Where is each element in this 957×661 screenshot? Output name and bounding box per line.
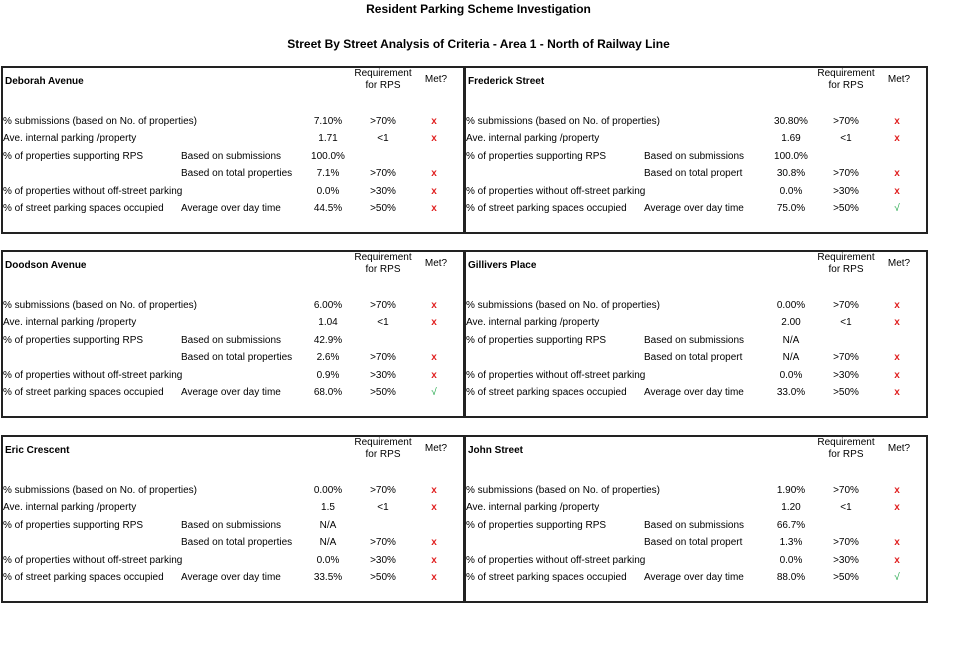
criteria-value: 1.71 bbox=[318, 133, 338, 144]
criteria-sublabel: Based on submissions bbox=[181, 335, 282, 346]
criteria-value: 30.80% bbox=[774, 116, 808, 127]
criteria-requirement: >50% bbox=[370, 387, 396, 398]
criteria-label: Ave. internal parking /property bbox=[466, 317, 600, 328]
street-name: John Street bbox=[468, 445, 524, 456]
criteria-sublabel: Average over day time bbox=[181, 572, 281, 583]
criteria-value: 33.0% bbox=[776, 387, 806, 398]
cross-icon: x bbox=[894, 300, 900, 311]
criteria-label: % of properties without off-street parking bbox=[466, 555, 646, 566]
cross-icon: x bbox=[431, 168, 437, 179]
criteria-requirement: <1 bbox=[840, 502, 852, 513]
met-header: Met? bbox=[887, 443, 911, 454]
criteria-requirement: >30% bbox=[370, 186, 396, 197]
criteria-sublabel: Average over day time bbox=[181, 387, 281, 398]
criteria-label: % of street parking spaces occupied bbox=[3, 572, 164, 583]
criteria-requirement: >70% bbox=[833, 116, 859, 127]
cross-icon: x bbox=[894, 537, 900, 548]
criteria-requirement: <1 bbox=[377, 317, 389, 328]
cross-icon: x bbox=[894, 133, 900, 144]
criteria-value: 100.0% bbox=[311, 151, 345, 162]
criteria-value: 2.00 bbox=[781, 317, 801, 328]
criteria-label: Ave. internal parking /property bbox=[466, 133, 600, 144]
street-name: Frederick Street bbox=[468, 76, 545, 87]
criteria-label: % of properties supporting RPS bbox=[466, 520, 607, 531]
criteria-label: Ave. internal parking /property bbox=[3, 133, 137, 144]
criteria-sublabel: Based on submissions bbox=[181, 151, 282, 162]
criteria-sublabel: Based on submissions bbox=[644, 335, 745, 346]
met-header: Met? bbox=[424, 258, 448, 269]
requirement-header: Requirement for RPS bbox=[817, 437, 875, 460]
criteria-value: N/A bbox=[782, 352, 800, 363]
criteria-requirement: >50% bbox=[370, 572, 396, 583]
criteria-requirement: >50% bbox=[833, 572, 859, 583]
criteria-label: % of properties supporting RPS bbox=[466, 335, 607, 346]
cross-icon: x bbox=[894, 116, 900, 127]
criteria-value: 100.0% bbox=[774, 151, 808, 162]
criteria-requirement: <1 bbox=[377, 502, 389, 513]
criteria-label: % of street parking spaces occupied bbox=[466, 387, 627, 398]
criteria-requirement: >50% bbox=[370, 203, 396, 214]
criteria-label: % of street parking spaces occupied bbox=[3, 387, 164, 398]
criteria-requirement: >70% bbox=[833, 352, 859, 363]
criteria-requirement: >50% bbox=[833, 203, 859, 214]
criteria-requirement: >70% bbox=[370, 168, 396, 179]
cross-icon: x bbox=[894, 555, 900, 566]
criteria-value: 0.00% bbox=[776, 300, 806, 311]
criteria-label: % of properties without off-street parking bbox=[466, 370, 646, 381]
page-title: Resident Parking Scheme Investigation bbox=[366, 2, 591, 16]
criteria-value: 88.0% bbox=[776, 572, 806, 583]
street-panel bbox=[464, 66, 928, 234]
criteria-label: Ave. internal parking /property bbox=[3, 502, 137, 513]
tick-icon: √ bbox=[431, 387, 437, 398]
cross-icon: x bbox=[894, 168, 900, 179]
criteria-label: % of properties supporting RPS bbox=[3, 335, 144, 346]
street-panel bbox=[1, 66, 465, 234]
criteria-requirement: >70% bbox=[370, 116, 396, 127]
criteria-value: 6.00% bbox=[313, 300, 343, 311]
tick-icon: √ bbox=[894, 572, 900, 583]
criteria-requirement: >30% bbox=[370, 370, 396, 381]
criteria-label: % submissions (based on No. of properties) bbox=[466, 300, 660, 311]
criteria-value: 1.69 bbox=[781, 133, 801, 144]
criteria-label: % submissions (based on No. of properties) bbox=[466, 116, 660, 127]
cross-icon: x bbox=[431, 133, 437, 144]
cross-icon: x bbox=[431, 485, 437, 496]
cross-icon: x bbox=[431, 537, 437, 548]
criteria-value: 1.20 bbox=[781, 502, 801, 513]
criteria-label: Ave. internal parking /property bbox=[3, 317, 137, 328]
criteria-value: 33.5% bbox=[313, 572, 343, 583]
cross-icon: x bbox=[431, 370, 437, 381]
criteria-value: 0.0% bbox=[779, 370, 803, 381]
criteria-requirement: >70% bbox=[370, 537, 396, 548]
street-name: Deborah Avenue bbox=[5, 76, 84, 87]
criteria-value: 0.00% bbox=[313, 485, 343, 496]
requirement-header: Requirement for RPS bbox=[354, 68, 412, 91]
criteria-sublabel: Based on submissions bbox=[644, 151, 745, 162]
street-panel bbox=[464, 435, 928, 603]
criteria-label: Ave. internal parking /property bbox=[466, 502, 600, 513]
criteria-sublabel: Average over day time bbox=[181, 203, 281, 214]
criteria-requirement: >70% bbox=[370, 352, 396, 363]
cross-icon: x bbox=[894, 370, 900, 381]
cross-icon: x bbox=[431, 502, 437, 513]
criteria-sublabel: Based on total propert bbox=[644, 168, 743, 179]
cross-icon: x bbox=[431, 352, 437, 363]
requirement-header: Requirement for RPS bbox=[817, 252, 875, 275]
requirement-header: Requirement for RPS bbox=[354, 252, 412, 275]
criteria-label: % of properties without off-street parking bbox=[3, 186, 183, 197]
criteria-value: 0.0% bbox=[779, 555, 803, 566]
cross-icon: x bbox=[431, 116, 437, 127]
criteria-value: 1.5 bbox=[321, 502, 335, 513]
criteria-value: 66.7% bbox=[776, 520, 806, 531]
criteria-requirement: >70% bbox=[833, 168, 859, 179]
criteria-label: % of street parking spaces occupied bbox=[3, 203, 164, 214]
criteria-value: 68.0% bbox=[313, 387, 343, 398]
street-panel bbox=[1, 435, 465, 603]
street-name: Eric Crescent bbox=[5, 445, 70, 456]
criteria-label: % submissions (based on No. of properties) bbox=[466, 485, 660, 496]
criteria-value: 2.6% bbox=[316, 352, 340, 363]
criteria-requirement: >70% bbox=[833, 300, 859, 311]
criteria-label: % submissions (based on No. of properties) bbox=[3, 300, 197, 311]
criteria-value: 1.90% bbox=[776, 485, 806, 496]
criteria-value: N/A bbox=[319, 520, 337, 531]
requirement-header: Requirement for RPS bbox=[354, 437, 412, 460]
requirement-header: Requirement for RPS bbox=[817, 68, 875, 91]
criteria-value: 1.04 bbox=[318, 317, 338, 328]
cross-icon: x bbox=[431, 555, 437, 566]
criteria-sublabel: Based on submissions bbox=[644, 520, 745, 531]
cross-icon: x bbox=[431, 317, 437, 328]
criteria-value: 75.0% bbox=[776, 203, 806, 214]
criteria-requirement: >30% bbox=[833, 370, 859, 381]
criteria-value: 7.10% bbox=[313, 116, 343, 127]
criteria-requirement: >70% bbox=[833, 537, 859, 548]
cross-icon: x bbox=[894, 352, 900, 363]
criteria-sublabel: Based on total properties bbox=[181, 168, 293, 179]
street-panel bbox=[464, 250, 928, 418]
cross-icon: x bbox=[431, 300, 437, 311]
criteria-label: % of properties without off-street parking bbox=[466, 186, 646, 197]
criteria-requirement: >70% bbox=[370, 485, 396, 496]
criteria-requirement: >30% bbox=[833, 555, 859, 566]
criteria-label: % of properties supporting RPS bbox=[3, 520, 144, 531]
criteria-sublabel: Based on total properties bbox=[181, 352, 293, 363]
cross-icon: x bbox=[431, 203, 437, 214]
met-header: Met? bbox=[887, 74, 911, 85]
criteria-requirement: >70% bbox=[833, 485, 859, 496]
criteria-label: % submissions (based on No. of properties) bbox=[3, 485, 197, 496]
criteria-requirement: <1 bbox=[840, 133, 852, 144]
criteria-sublabel: Average over day time bbox=[644, 203, 744, 214]
criteria-requirement: >30% bbox=[833, 186, 859, 197]
criteria-label: % of street parking spaces occupied bbox=[466, 203, 627, 214]
criteria-value: 0.0% bbox=[316, 186, 340, 197]
criteria-value: 0.9% bbox=[316, 370, 340, 381]
cross-icon: x bbox=[894, 317, 900, 328]
criteria-label: % submissions (based on No. of properties) bbox=[3, 116, 197, 127]
criteria-sublabel: Average over day time bbox=[644, 387, 744, 398]
tick-icon: √ bbox=[894, 203, 900, 214]
criteria-label: % of properties supporting RPS bbox=[466, 151, 607, 162]
criteria-value: N/A bbox=[782, 335, 800, 346]
cross-icon: x bbox=[431, 572, 437, 583]
street-panel bbox=[1, 250, 465, 418]
cross-icon: x bbox=[894, 485, 900, 496]
criteria-value: 0.0% bbox=[316, 555, 340, 566]
met-header: Met? bbox=[424, 74, 448, 85]
criteria-requirement: >70% bbox=[370, 300, 396, 311]
criteria-label: % of street parking spaces occupied bbox=[466, 572, 627, 583]
met-header: Met? bbox=[424, 443, 448, 454]
criteria-requirement: >50% bbox=[833, 387, 859, 398]
criteria-sublabel: Based on total propert bbox=[644, 537, 743, 548]
cross-icon: x bbox=[894, 502, 900, 513]
criteria-label: % of properties without off-street parking bbox=[3, 555, 183, 566]
criteria-label: % of properties supporting RPS bbox=[3, 151, 144, 162]
cross-icon: x bbox=[894, 387, 900, 398]
criteria-requirement: <1 bbox=[377, 133, 389, 144]
criteria-value: 42.9% bbox=[313, 335, 343, 346]
criteria-value: N/A bbox=[319, 537, 337, 548]
street-name: Gillivers Place bbox=[468, 260, 537, 271]
criteria-value: 1.3% bbox=[779, 537, 803, 548]
criteria-value: 0.0% bbox=[779, 186, 803, 197]
criteria-sublabel: Average over day time bbox=[644, 572, 744, 583]
criteria-sublabel: Based on total properties bbox=[181, 537, 293, 548]
criteria-value: 44.5% bbox=[313, 203, 343, 214]
criteria-requirement: <1 bbox=[840, 317, 852, 328]
criteria-value: 30.8% bbox=[776, 168, 806, 179]
criteria-label: % of properties without off-street parking bbox=[3, 370, 183, 381]
cross-icon: x bbox=[431, 186, 437, 197]
page-subtitle: Street By Street Analysis of Criteria - Area 1 - North of Railway Line bbox=[287, 37, 670, 51]
criteria-sublabel: Based on total propert bbox=[644, 352, 743, 363]
criteria-value: 7.1% bbox=[316, 168, 340, 179]
criteria-sublabel: Based on submissions bbox=[181, 520, 282, 531]
criteria-requirement: >30% bbox=[370, 555, 396, 566]
met-header: Met? bbox=[887, 258, 911, 269]
street-name: Doodson Avenue bbox=[5, 260, 87, 271]
cross-icon: x bbox=[894, 186, 900, 197]
